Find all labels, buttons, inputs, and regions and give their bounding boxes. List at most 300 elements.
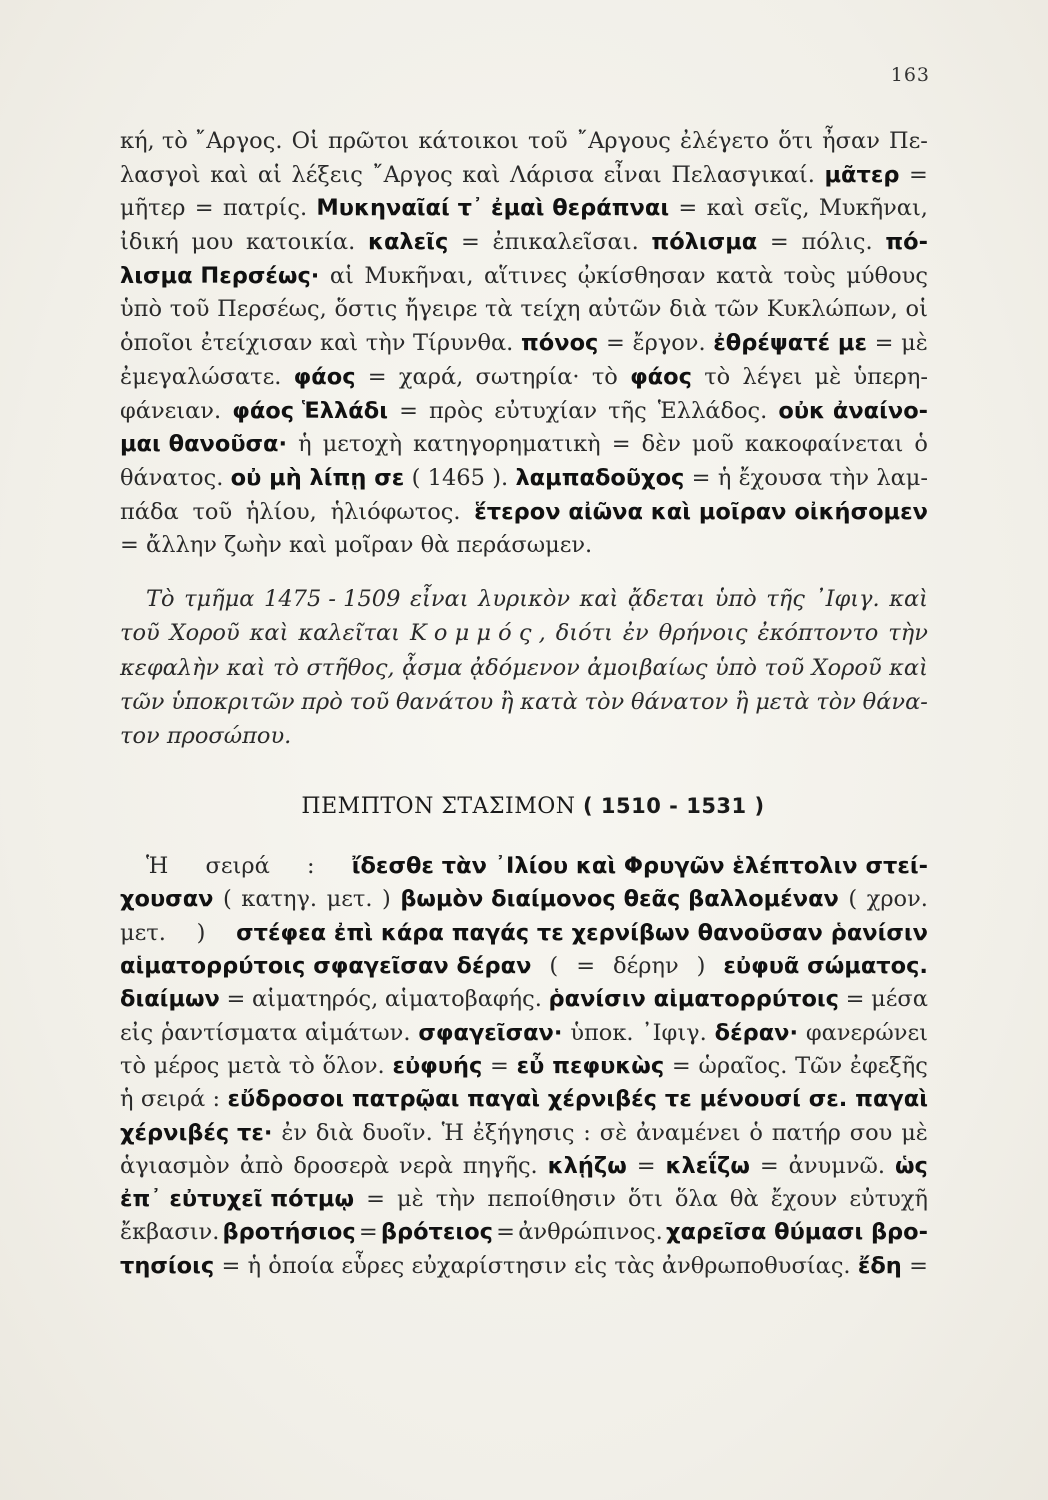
word: Πε- [889, 128, 928, 154]
word: τὴν [888, 620, 928, 647]
word: τὴν [829, 464, 870, 491]
commentary-paragraph-1 [120, 125, 928, 563]
word: μέρος [153, 1052, 220, 1079]
word: χαρά, [398, 363, 464, 390]
word: ). [492, 464, 509, 491]
word: τοῦ [349, 688, 390, 715]
word: τὸ [704, 363, 731, 390]
word: πόλις. [801, 229, 873, 256]
word: κατὰ [520, 688, 578, 715]
word: ἁγιασμὸν [120, 1152, 230, 1179]
word: ἀνθρώπινος. [518, 1219, 663, 1246]
word: = [367, 363, 387, 390]
word: καὶ [226, 654, 266, 681]
text-line [120, 327, 928, 361]
text-line [120, 496, 928, 530]
word: μετὰ [755, 688, 810, 715]
word: δυοῖν. [362, 1119, 433, 1146]
word: χρον. [866, 886, 928, 913]
word: Πελασγικαί. [671, 161, 815, 188]
word: = [358, 1219, 378, 1246]
word: πάδα [120, 498, 179, 525]
word: ὅλα [674, 1186, 718, 1213]
text-line [120, 1250, 928, 1283]
text-line [120, 125, 928, 159]
word: νερὰ [399, 1152, 453, 1179]
word: εἰς [120, 1019, 154, 1046]
word: διότι [555, 620, 613, 647]
word: = [221, 1252, 241, 1279]
word: ὑπὸ [714, 585, 757, 612]
word: ἡ [717, 464, 732, 491]
word: μὲ [397, 1186, 424, 1213]
word: = [496, 1219, 516, 1246]
word: ) [696, 953, 706, 980]
text-line [120, 1017, 928, 1050]
bold-lemma: βωμὸν διαίμονος θεᾶς βαλλομέναν [400, 886, 839, 913]
word: Κ ο μ μ ό ς , [409, 620, 546, 647]
bold-lemma: χαρεῖσα θύμασι βρο- [665, 1219, 928, 1246]
word: ἀνθρωποθυσίας. [661, 1252, 851, 1279]
word: λέγει [742, 363, 803, 390]
bold-lemma: λισμα Περσέως· [120, 262, 320, 289]
word: κακοφαίνεται [744, 431, 904, 458]
text-line [120, 428, 928, 462]
bold-lemma: μᾶτερ [824, 161, 900, 188]
word: δέρην [613, 953, 679, 980]
word: αἱματοβαφής. [384, 986, 542, 1013]
word: ἐξήγησις [472, 1119, 575, 1146]
word: ὁποία [268, 1252, 335, 1279]
word: Τὸ [146, 585, 175, 612]
word: διὰ [315, 1119, 354, 1146]
word: ὁποῖοι [120, 330, 194, 357]
text-line [120, 462, 928, 496]
bold-lemma: βρότειος [380, 1219, 493, 1246]
word: ἐτείχισαν [200, 330, 313, 357]
word: 1475 - 1509 [264, 585, 401, 612]
text-line [120, 917, 928, 950]
word: φανερώνει [805, 1019, 928, 1046]
word: ἰδική [120, 229, 179, 256]
word: = [874, 330, 894, 357]
bold-lemma: διαίμων [120, 986, 220, 1013]
word: θάνατος. [120, 464, 224, 491]
word: μου [191, 229, 234, 256]
word: μύθους [846, 262, 928, 289]
word: = [194, 195, 214, 222]
word: Μυκῆναι, [818, 195, 928, 222]
word: ῎Αργος [372, 161, 453, 188]
bold-lemma: πόνος [520, 330, 599, 357]
word: ᾠκίσθησαν [577, 262, 706, 289]
word: πατήρ [771, 1119, 841, 1146]
page-body [120, 125, 928, 1283]
bold-lemma: εὖ πεφυκὼς [516, 1052, 665, 1079]
word: καλεῖται [298, 620, 400, 647]
word: Περσέως, [217, 296, 327, 323]
word: ) [382, 886, 391, 913]
word: 1465 [427, 464, 485, 491]
word: Χοροῦ [811, 654, 882, 681]
word: Οἱ [291, 128, 319, 154]
word: αὐτῶν [588, 296, 662, 323]
word: προσώπου. [166, 723, 292, 750]
word: ἀμοιβαίως [587, 654, 708, 681]
word: Ἡ [441, 1119, 464, 1146]
page-number: 163 [890, 64, 930, 86]
word: ὅτι [627, 1186, 663, 1213]
word: ὑποκριτῶν [171, 688, 295, 715]
bold-lemma: ῥανίσιν αἱματορρύτοις [548, 986, 840, 1013]
word: = [909, 1252, 928, 1279]
word: ἢ [499, 688, 514, 715]
text-line [120, 950, 928, 983]
word: = [845, 986, 865, 1013]
word: ᾿Ιφιγ. [814, 585, 880, 612]
word: ἔκβασιν. [120, 1219, 220, 1246]
word: σειρά [205, 853, 270, 880]
bold-lemma: οὐ μὴ λίπῃ σε [230, 464, 405, 491]
word: τμῆμα [184, 585, 255, 612]
word: εὐτυχίαν [494, 397, 598, 424]
text-line [120, 983, 928, 1016]
word: τὸ [272, 654, 299, 681]
word: ἐν [622, 620, 649, 647]
word: τῶν [714, 296, 759, 323]
bold-lemma: φάος [293, 363, 356, 390]
word: κατοικία. [245, 229, 356, 256]
text-line [120, 260, 928, 294]
word: πρῶτοι [328, 128, 410, 154]
word: εἶναι [409, 585, 469, 612]
word: αἱ [257, 161, 282, 188]
word: δροσερὰ [293, 1152, 390, 1179]
word: = [759, 1152, 779, 1179]
word: ἐκόπτοντο [757, 620, 879, 647]
word: ἡλίου, [245, 498, 317, 525]
word: εἰς [574, 1252, 608, 1279]
section-heading-title: ΠΕΜΠΤΟΝ ΣΤΑΣΙΜΟΝ [301, 794, 576, 820]
word: τοὺς [783, 262, 836, 289]
word: οἱ [905, 296, 928, 323]
word: ( [549, 953, 559, 980]
word: πατρίς. [222, 195, 308, 222]
bold-lemma: βροτήσιος [222, 1219, 356, 1246]
word: θὰ [729, 1186, 759, 1213]
word: ἀνυμνῶ. [788, 1152, 886, 1179]
word: : [212, 1086, 221, 1113]
bold-lemma: χέρνιβές τε· [120, 1119, 273, 1146]
bold-lemma: ἴδεσθε τὰν ᾿Ιλίου καὶ Φρυγῶν ἑλέπτολιν στεί- [351, 853, 928, 880]
word: καὶ [249, 620, 289, 647]
word: ἡ [298, 431, 312, 458]
word: τοῦ [764, 654, 805, 681]
word: τοῦ [120, 620, 160, 647]
word: τοῦ [528, 128, 568, 154]
word: καὶ [320, 330, 359, 357]
word: θάνατον [630, 688, 729, 715]
bold-lemma: εὔδροσοι πατρῷαι παγαὶ χέρνιβές τε μένουσί σε. παγαὶ [227, 1086, 928, 1113]
word: κατὰ [716, 262, 773, 289]
word: ἢ [734, 688, 749, 715]
word: = [909, 161, 928, 188]
word: ὑπὸ [120, 296, 163, 323]
word: κεφαλὴν [120, 654, 220, 681]
word: διὰ [669, 296, 707, 323]
word: λαμ- [876, 464, 928, 491]
word: λέξεις [291, 161, 363, 188]
word: ὑπερη- [853, 363, 928, 390]
word: ᾆσμα [402, 654, 463, 681]
word: = [769, 229, 789, 256]
bold-lemma: φάος [630, 363, 692, 390]
word: αἱματηρός, [251, 986, 379, 1013]
word: σὲ [599, 1119, 628, 1146]
text-line [120, 583, 928, 617]
bold-lemma: τησίοις [120, 1252, 215, 1279]
word: ζωὴν [224, 532, 282, 559]
bold-lemma: αἱματορρύτοις σφαγεῖσαν δέραν [120, 953, 532, 980]
text-line [120, 395, 928, 429]
bold-lemma: πόλισμα [651, 229, 758, 256]
word: ἐφεξῆς [849, 1052, 928, 1079]
word: τῆς [766, 585, 805, 612]
text-line [120, 720, 928, 754]
bold-lemma: ἔδη [857, 1252, 902, 1279]
word: τοῦ [169, 296, 210, 323]
bold-lemma: καλεῖς [367, 229, 449, 256]
word: μετ. [120, 919, 166, 946]
word: ὑπὸ [714, 654, 757, 681]
word: τῆς [608, 397, 647, 424]
text-line [120, 1117, 928, 1150]
word: δὲν [641, 431, 681, 458]
bold-lemma: ἐθρέψατέ με [713, 330, 868, 357]
word: Χοροῦ [169, 620, 240, 647]
text-line [120, 652, 928, 686]
commentary-paragraph-3 [120, 850, 928, 1283]
text-line [120, 226, 928, 260]
word: ἐμεγαλώσατε. [120, 363, 282, 390]
bold-lemma: εὐφυής [392, 1052, 483, 1079]
word: ἡ [120, 1086, 134, 1113]
word: = [606, 330, 625, 357]
word: ὑποκ. [570, 1019, 634, 1046]
word: τὰ [484, 296, 513, 323]
word: ἐπικαλεῖσαι. [492, 229, 639, 256]
word: ἡ [247, 1252, 262, 1279]
word: = [678, 195, 698, 222]
word: ἔχουν [770, 1186, 838, 1213]
word: μετ. [326, 886, 373, 913]
word: καὶ [462, 161, 501, 188]
word: λυρικὸν [478, 585, 571, 612]
word: ὁ [749, 1119, 763, 1146]
word: Κυκλώπων, [766, 296, 898, 323]
word: ὅτι [778, 128, 814, 154]
word: μετοχὴ [322, 431, 403, 458]
word: τον [120, 723, 160, 750]
word: = [366, 1186, 385, 1213]
word: = [460, 229, 480, 256]
word: καὶ [889, 585, 928, 612]
word: σεῖς, [753, 195, 810, 222]
paragraph-gap [120, 563, 928, 583]
word: τείχη [520, 296, 581, 323]
word: αἱ [329, 262, 354, 289]
word: : [583, 1119, 591, 1146]
word: ᾀδόμενον [469, 654, 580, 681]
bold-lemma: δέραν· [714, 1019, 799, 1046]
word: ἐλέγετο [679, 128, 770, 154]
word: σειρά [140, 1086, 206, 1113]
word: μὲ [814, 363, 842, 390]
word: Μυκῆναι, [364, 262, 474, 289]
bold-lemma: στέφεα ἐπὶ κάρα παγάς τε χερνίβων θανοῦσαν ῥανίσιν [236, 919, 928, 946]
text-line [120, 1183, 928, 1216]
word: σωτηρία· [475, 363, 580, 390]
word: εὗρες [341, 1252, 405, 1279]
text-line [120, 159, 928, 193]
word: ὅλον. [322, 1052, 385, 1079]
word: τὸν [584, 688, 625, 715]
text-line [120, 1083, 928, 1116]
bold-lemma: σφαγεῖσαν· [418, 1019, 563, 1046]
word: ᾄδεται [627, 585, 706, 612]
word: καὶ [289, 532, 328, 559]
word: = [691, 464, 711, 491]
section-heading [120, 790, 928, 824]
word: ῎Αργους [576, 128, 671, 154]
word: Ἡ [146, 853, 169, 880]
word: τὸ [288, 1052, 315, 1079]
text-line [120, 1216, 928, 1249]
word: ὁ [914, 431, 928, 458]
word: πεποίθησιν [487, 1186, 616, 1213]
word: ἦσαν [822, 128, 880, 154]
word: αἱμάτων. [305, 1019, 411, 1046]
word: θανάτου [395, 688, 494, 715]
word: Λάρισα [509, 161, 594, 188]
word: = [576, 953, 596, 980]
word: καὶ [210, 161, 249, 188]
word: = [671, 1052, 691, 1079]
word: μοῦ [691, 431, 734, 458]
word: εὐχαρίστησιν [411, 1252, 567, 1279]
word: περάσωμεν. [456, 532, 593, 559]
word: θάνα- [862, 688, 928, 715]
word: : [306, 853, 315, 880]
word: τὸ [120, 1052, 146, 1079]
word: ἔχουσα [738, 464, 823, 491]
bold-lemma: κλεΐζω [665, 1152, 750, 1179]
word: αἵτινες [483, 262, 568, 289]
word: θὰ [420, 532, 450, 559]
word: Ἑλλάδος. [657, 397, 768, 424]
word: ἤγειρε [404, 296, 478, 323]
commentary-paragraph-2 [120, 583, 928, 754]
word: στῆθος, [306, 654, 395, 681]
text-line [120, 192, 928, 226]
word: πηγῆς. [462, 1152, 538, 1179]
word: φάνειαν. [120, 397, 222, 424]
text-line [120, 361, 928, 395]
word: μῆτερ [120, 195, 186, 222]
text-line [120, 850, 928, 883]
word: ἐν [281, 1119, 308, 1146]
word: ὡραῖος. [698, 1052, 788, 1079]
word: ῥαντίσματα [160, 1019, 298, 1046]
word: = [611, 431, 631, 458]
word: τῶν [120, 688, 165, 715]
word: ὅστις [334, 296, 398, 323]
text-line [120, 1150, 928, 1183]
word: Τῶν [795, 1052, 843, 1079]
word: = [490, 1052, 509, 1079]
text-line [120, 1050, 928, 1083]
word: λασγοὶ [120, 161, 201, 188]
word: τὴν [435, 1186, 476, 1213]
word: = [120, 532, 139, 559]
word: κατηγορηματικὴ [413, 431, 601, 458]
word: ) [196, 919, 206, 946]
word: ἀναμένει [636, 1119, 741, 1146]
bold-lemma: μαι θανοῦσα· [120, 431, 288, 458]
bold-lemma: Μυκηναῖαί τ᾿ ἐμαὶ θεράπναι [316, 195, 670, 222]
word: τὸν [816, 688, 856, 715]
text-line [120, 617, 928, 651]
text-line [120, 883, 928, 916]
bold-lemma: ὡς [894, 1152, 928, 1179]
bold-lemma: εὐφυᾶ σώματος. [723, 953, 928, 980]
word: σου [849, 1119, 893, 1146]
word: μὲ [901, 330, 928, 357]
word: ᾿Ιφιγ. [641, 1019, 707, 1046]
bold-lemma: ἐπ᾿ εὐτυχεῖ πότμῳ [120, 1186, 355, 1213]
word: θρήνοις [658, 620, 748, 647]
word: μέσα [871, 986, 928, 1013]
word: εἶναι [603, 161, 662, 188]
word: ( [848, 886, 858, 913]
bold-lemma: οὐκ ἀναίνο- [778, 397, 928, 424]
word: Τίρυνθα. [413, 330, 514, 357]
word: μετὰ [227, 1052, 282, 1079]
word: τὰς [614, 1252, 655, 1279]
word: κάτοικοι [418, 128, 519, 154]
bold-lemma: φάος Ἑλλάδι [232, 397, 388, 424]
text-line [120, 293, 928, 327]
word: τὸ [591, 363, 618, 390]
word: καὶ [889, 654, 928, 681]
word: ἡλιόφωτος. [330, 498, 461, 525]
word: ἀπὸ [239, 1152, 284, 1179]
word: κή, τὸ ῎Αργος. [120, 128, 283, 154]
bold-lemma: λαμπαδοῦχος [515, 464, 685, 491]
word: ἄλλην [146, 532, 217, 559]
word: μὲ [901, 1119, 928, 1146]
word: = [636, 1152, 656, 1179]
word: εὐτυχῆ [849, 1186, 928, 1213]
word: μοῖραν [334, 532, 414, 559]
word: ( [223, 886, 232, 913]
bold-lemma: κλῄζω [547, 1152, 627, 1179]
word: πρὸς [429, 397, 484, 424]
word: τὴν [365, 330, 406, 357]
text-line [120, 529, 928, 563]
text-line [120, 686, 928, 720]
section-heading-range: ( 1510 - 1531 ) [583, 794, 765, 819]
